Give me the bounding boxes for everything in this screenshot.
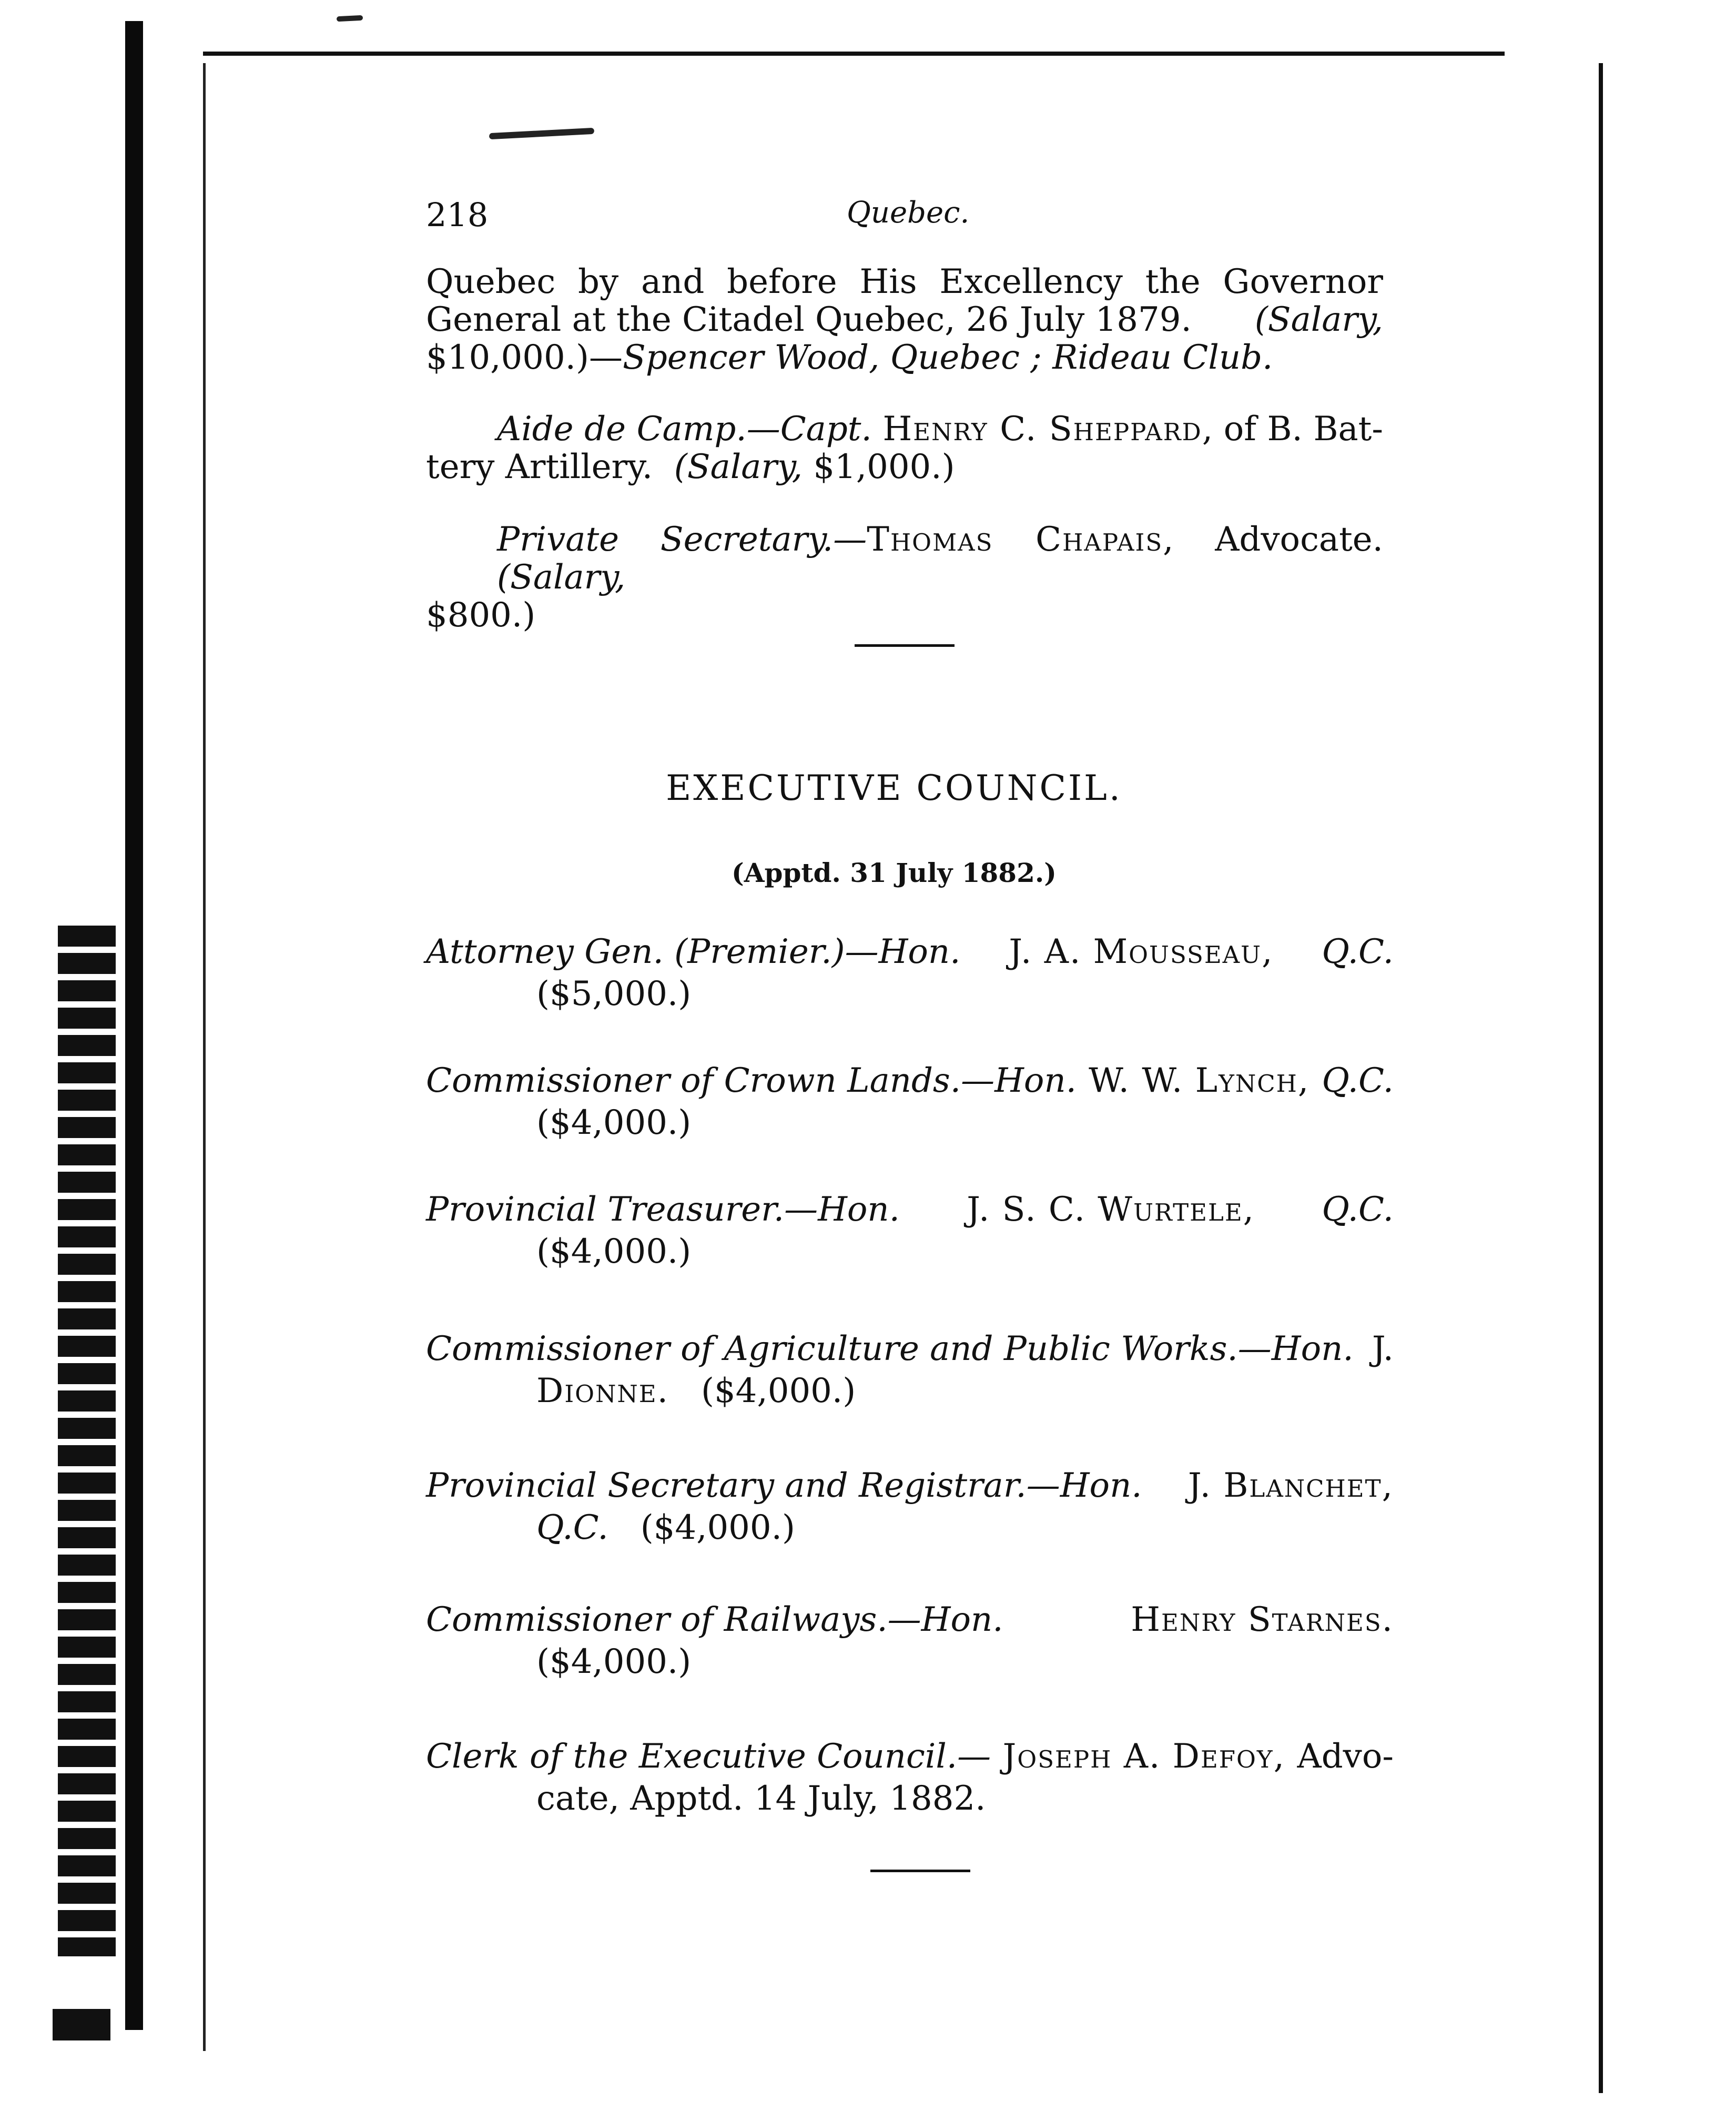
secretary-name: Thomas Chapais (867, 520, 1163, 559)
secretary-line-1 (426, 521, 1383, 596)
aide-rest-2: tery Artillery. (426, 448, 653, 486)
continuation-residence: Spencer Wood, Quebec ; Rideau Club. (622, 338, 1273, 377)
entry-2-suffix: Q.C. (1322, 1061, 1394, 1100)
council-entry-2 (426, 1060, 1394, 1144)
secretary-line-2: $800.) (426, 596, 536, 635)
scan-border-inner (203, 63, 206, 2051)
entry-4-office: Commissioner of Agriculture and Public Works.—Hon. (426, 1329, 1354, 1368)
entry-2-salary: ($4,000.) (536, 1103, 692, 1142)
entry-1-name: J. A. Mousseau, (1009, 932, 1274, 971)
entry-3-salary: ($4,000.) (536, 1232, 692, 1271)
entry-5-suffix: Q.C. (536, 1508, 608, 1547)
entry-6-line-1 (426, 1599, 1394, 1641)
entry-7-name: Joseph A. Defoy, (1002, 1737, 1285, 1776)
entry-5-name: J. Blanchet, (1187, 1466, 1394, 1505)
entry-7-office: Clerk of the Executive Council.— (426, 1737, 991, 1776)
entry-4-salary: ($4,000.) (701, 1372, 856, 1410)
scan-scratch (489, 128, 594, 139)
entry-5-salary: ($4,000.) (640, 1508, 795, 1547)
entry-5-office: Provincial Secretary and Registrar.—Hon. (426, 1466, 1142, 1505)
entry-6-salary: ($4,000.) (536, 1642, 692, 1681)
running-head: Quebec. (847, 196, 970, 230)
scan-border-left (125, 21, 143, 2030)
entry-3-suffix: Q.C. (1322, 1190, 1394, 1229)
aide-line-2 (426, 448, 1383, 486)
entry-1-office: Attorney Gen. (Premier.)—Hon. (426, 932, 961, 971)
continuation-salary-label: (Salary, (1254, 300, 1383, 339)
entry-7-line-2: cate, Apptd. 14 July, 1882. (536, 1779, 986, 1818)
entry-2-name: W. W. Lynch, (1089, 1061, 1310, 1100)
council-entry-3 (426, 1189, 1394, 1273)
scan-border-right (1599, 63, 1603, 2093)
entry-3-office: Provincial Treasurer.—Hon. (426, 1190, 900, 1229)
scan-scratch-small (337, 15, 363, 22)
entry-6-name: Henry Starnes. (1131, 1600, 1394, 1639)
section-subtitle: (Apptd. 31 July 1882.) (732, 857, 1057, 888)
entry-1-suffix: Q.C. (1322, 932, 1394, 971)
entry-4-name-cont: Dionne. (536, 1372, 669, 1410)
entry-7-line-1 (426, 1735, 1394, 1778)
entry-4-line-1 (426, 1328, 1394, 1370)
scan-corner-mark (53, 2009, 110, 2040)
continuation-salary-amount: $10,000.)— (426, 338, 623, 377)
page-number: 218 (426, 196, 489, 234)
entry-1-line-1 (426, 931, 1394, 973)
council-entry-4 (426, 1328, 1394, 1412)
section-divider-top (855, 644, 955, 647)
entry-2-office: Commissioner of Crown Lands.—Hon. (426, 1061, 1077, 1100)
entry-7-suffix: Advo- (1297, 1737, 1394, 1776)
continuation-line-2-text: General at the Citadel Quebec, 26 July 1879. (426, 300, 1192, 339)
secretary-rest: , Advocate. (1163, 520, 1384, 559)
council-entry-1 (426, 931, 1394, 1015)
continuation-line-1: Quebec by and before His Excellency the Governor (426, 262, 1383, 301)
entry-4-line-2 (426, 1370, 1394, 1412)
entry-6-office: Commissioner of Railways.—Hon. (426, 1600, 1003, 1639)
aide-title: Aide de Camp.—Capt. (497, 410, 872, 449)
aide-de-camp-paragraph (426, 410, 1383, 486)
entry-3-name: J. S. C. Wurtele, (967, 1190, 1255, 1229)
aide-salary-value: $1,000.) (813, 448, 955, 486)
council-entry-7 (426, 1735, 1394, 1820)
scan-edge-marks (58, 926, 116, 1956)
aide-name: Henry C. Sheppard (882, 410, 1202, 449)
aide-salary-label: (Salary, (674, 448, 803, 486)
entry-2-line-1 (426, 1060, 1394, 1102)
page-header (426, 196, 1383, 238)
private-secretary-paragraph (426, 521, 1383, 634)
entry-5-line-2 (426, 1507, 1394, 1549)
aide-line-1 (426, 410, 1383, 448)
scan-border-top (203, 52, 1505, 56)
council-entry-6 (426, 1599, 1394, 1683)
secretary-title: Private Secretary.— (497, 520, 867, 559)
entry-5-line-1 (426, 1465, 1394, 1507)
section-divider-bottom (870, 1870, 970, 1872)
council-entry-5 (426, 1465, 1394, 1549)
section-title: EXECUTIVE COUNCIL. (666, 768, 1122, 808)
continuation-line-3 (426, 339, 1383, 377)
entry-3-line-1 (426, 1189, 1394, 1231)
entry-1-salary: ($5,000.) (536, 974, 692, 1013)
continuation-paragraph (426, 263, 1383, 377)
aide-rest: , of B. Bat- (1202, 410, 1384, 449)
continuation-line-2 (426, 301, 1383, 339)
entry-4-name: J. (1372, 1329, 1394, 1368)
secretary-salary-label: (Salary, (497, 558, 626, 597)
